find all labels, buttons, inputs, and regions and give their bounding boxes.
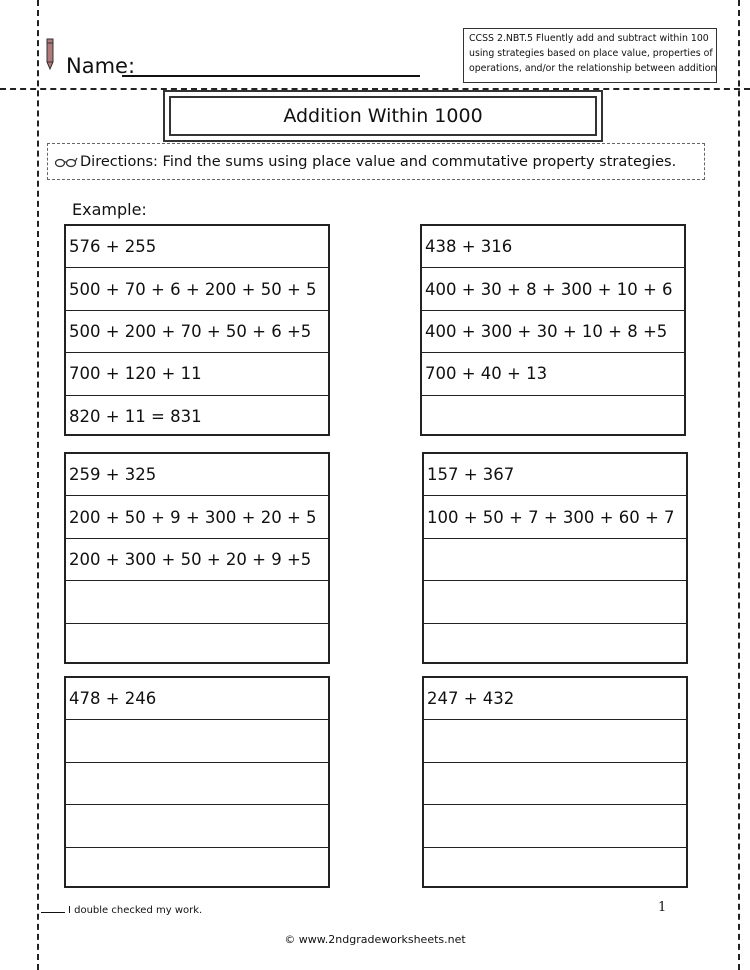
work-row[interactable]: 400 + 30 + 8 + 300 + 10 + 6 [422,268,684,310]
left-margin-dashed-line [37,0,39,970]
work-row[interactable] [66,763,328,805]
problem-box-6 [422,676,688,888]
directions-text: Directions: Find the sums using place value and commutative property strategies. [80,153,677,170]
standard-line: operations, and/or the relationship between addition [469,63,717,74]
problem-box-3 [64,452,330,664]
work-row[interactable] [66,805,328,847]
self-check-blank[interactable] [41,912,65,913]
problem-row: 576 + 255 [66,226,328,268]
pencil-icon [44,38,58,72]
footer-copyright: © www.2ndgradeworksheets.net [284,933,466,946]
problem-row: 157 + 367 [424,454,686,496]
answer-row[interactable] [424,848,686,890]
page-title: Addition Within 1000 [169,96,597,136]
name-input-line[interactable] [122,75,420,77]
work-row[interactable]: 200 + 50 + 9 + 300 + 20 + 5 [66,496,328,538]
directions-box [47,143,705,180]
problem-box-4 [422,452,688,664]
work-row[interactable]: 200 + 300 + 50 + 20 + 9 +5 [66,539,328,581]
standard-line: CCSS 2.NBT.5 Fluently add and subtract within 100 [469,33,709,44]
problem-row: 478 + 246 [66,678,328,720]
problem-row: 259 + 325 [66,454,328,496]
problem-row: 247 + 432 [424,678,686,720]
work-row[interactable] [424,720,686,762]
glasses-icon [54,156,78,168]
title-box [163,90,603,142]
problem-box-2 [420,224,686,436]
right-margin-dashed-line [738,0,740,970]
work-row[interactable] [66,581,328,623]
work-row[interactable] [424,805,686,847]
work-row[interactable] [424,581,686,623]
work-row[interactable]: 500 + 70 + 6 + 200 + 50 + 5 [66,268,328,310]
work-row[interactable] [424,539,686,581]
work-row[interactable]: 100 + 50 + 7 + 300 + 60 + 7 [424,496,686,538]
answer-row[interactable] [424,624,686,666]
self-check-text: I double checked my work. [68,905,203,916]
answer-row[interactable] [66,624,328,666]
problem-box-5 [64,676,330,888]
problem-box-1 [64,224,330,436]
work-row[interactable]: 500 + 200 + 70 + 50 + 6 +5 [66,311,328,353]
standard-box [463,28,717,83]
example-label: Example: [72,200,147,219]
answer-row[interactable] [422,396,684,438]
self-check [41,905,202,916]
page-number: 1 [658,900,667,915]
work-row[interactable] [424,763,686,805]
work-row[interactable]: 700 + 40 + 13 [422,353,684,395]
problem-row: 438 + 316 [422,226,684,268]
work-row[interactable] [66,720,328,762]
work-row[interactable]: 700 + 120 + 11 [66,353,328,395]
name-label: Name: [66,54,136,78]
answer-row[interactable]: 820 + 11 = 831 [69,407,202,427]
standard-line: using strategies based on place value, properties of [469,48,713,59]
work-row[interactable]: 400 + 300 + 30 + 10 + 8 +5 [422,311,684,353]
answer-row[interactable] [66,848,328,890]
